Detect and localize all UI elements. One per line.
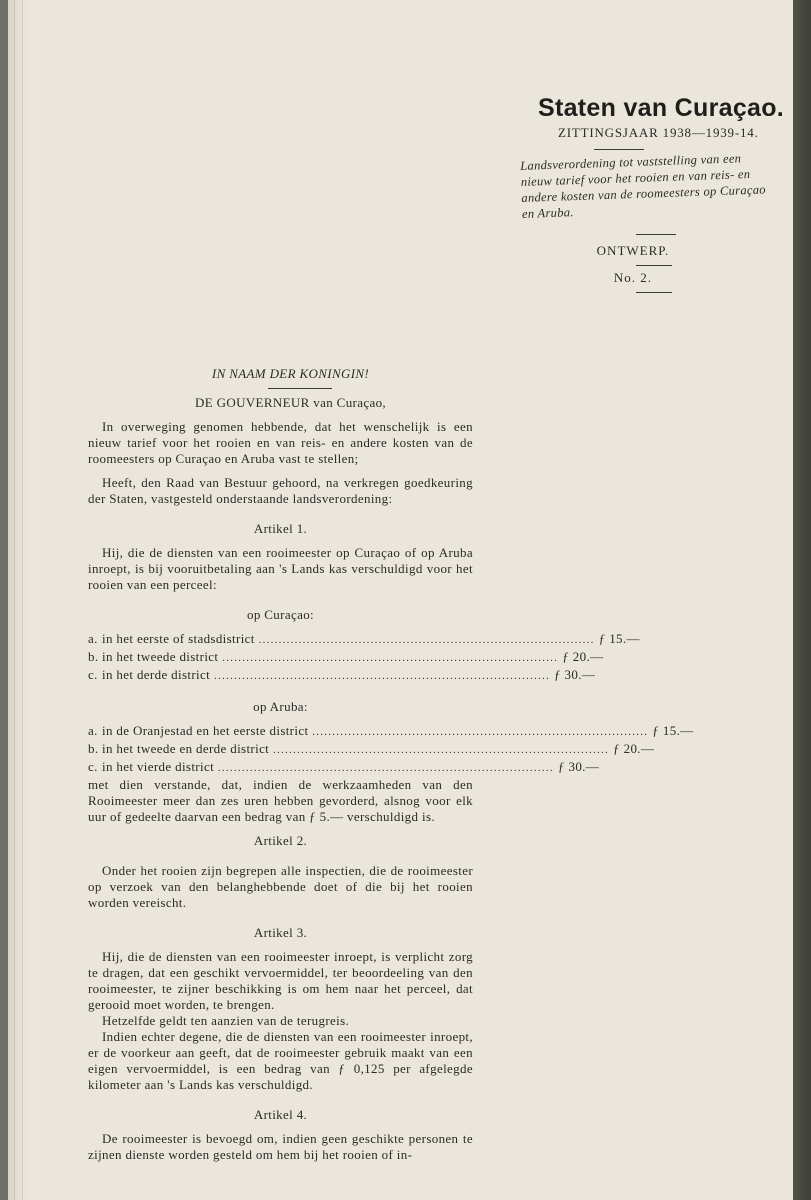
artikel-2-heading: Artikel 2. — [253, 833, 308, 848]
session-year: ZITTINGSJAAR 1938—1939-14. — [558, 125, 759, 140]
artikel-4-heading: Artikel 4. — [253, 1107, 308, 1122]
document-number: No. 2. — [613, 270, 653, 285]
list-item — [88, 649, 604, 667]
page-stack-edge — [8, 0, 36, 1200]
leader-dots: .................................................................................... — [258, 635, 595, 646]
item-label: c. — [88, 667, 98, 682]
item-amount: ƒ 30.— — [554, 667, 596, 682]
leader-dots: .................................................................................... — [222, 653, 559, 664]
list-item — [88, 759, 600, 777]
divider — [594, 149, 644, 150]
document-page — [8, 0, 793, 1200]
item-label: b. — [88, 649, 99, 664]
item-text: in de Oranjestad en het eerste district — [102, 723, 309, 738]
list-item — [88, 667, 596, 685]
preamble-overweging: In overweging genomen hebbende, dat het wenschelijk is een nieuw tarief voor het rooien en van reis- en andere kosten van de roomeesters op Curaçao en Aruba vast te stellen; — [88, 419, 473, 466]
item-text: in het derde district — [102, 667, 211, 682]
item-amount: ƒ 20.— — [613, 741, 655, 756]
publication-title: Staten van Curaçao. — [538, 94, 785, 122]
item-text: in het eerste of stadsdistrict — [102, 631, 255, 646]
artikel-4-text: De rooimeester is bevoegd om, indien geen geschikte personen te zijnen dienste worden gesteld om hem bij het rooien of in- — [88, 1131, 473, 1162]
divider — [636, 265, 672, 266]
preamble-koningin: IN NAAM DER KONINGIN! — [211, 366, 370, 381]
item-amount: ƒ 30.— — [558, 759, 600, 774]
divider — [636, 234, 676, 235]
subject-description: Landsverordening tot vaststelling van een nieuw tarief voor het rooien en van reis- en andere kosten van de roomeesters op Curaçao en Aruba. — [520, 151, 767, 221]
list-item — [88, 631, 640, 649]
leader-dots: .................................................................................... — [214, 671, 551, 682]
item-label: c. — [88, 759, 98, 774]
artikel-2-text: Onder het rooien zijn begrepen alle inspectien, die de rooimeester op verzoek van den belanghebbende doet of die bij het rooien worden vereischt. — [88, 863, 473, 910]
item-label: b. — [88, 741, 99, 756]
item-amount: ƒ 15.— — [652, 723, 694, 738]
leader-dots: .................................................................................... — [218, 763, 555, 774]
item-amount: ƒ 20.— — [562, 649, 604, 664]
artikel-3-p3: Indien echter degene, die de diensten van een rooimeester inroept, er de voorkeur aan geeft, dat de rooimeester gebruik maakt van een eigen vervoermiddel, is een bedrag van ƒ 0,125 per afgelegde kilometer aan 's Lands kas verschuldigd. — [88, 1029, 473, 1092]
item-amount: ƒ 15.— — [598, 631, 640, 646]
artikel-1-text: Hij, die de diensten van een rooimeester op Curaçao of op Aruba inroept, is bij vooruitbetaling aan 's Lands kas verschuldigd voor het rooien van een perceel: — [88, 545, 473, 592]
preamble-gouverneur: DE GOUVERNEUR van Curaçao, — [194, 395, 387, 410]
list-item — [88, 723, 694, 741]
artikel-3-p2: Hetzelfde geldt ten aanzien van de terugreis. — [102, 1013, 350, 1028]
artikel-1-heading: Artikel 1. — [253, 521, 308, 536]
item-label: a. — [88, 631, 98, 646]
divider — [268, 388, 332, 389]
artikel-3-heading: Artikel 3. — [253, 925, 308, 940]
artikel-3-p1: Hij, die de diensten van een rooimeester inroept, is verplicht zorg te dragen, dat een geschikt vervoermiddel, ter beoordeeling van den rooimeester, te zijner beschikking is om hem naar het perceel, dat gerooid moet worden, te brengen. — [88, 949, 473, 1012]
aruba-heading: op Aruba: — [253, 699, 308, 714]
curacao-heading: op Curaçao: — [246, 607, 315, 622]
leader-dots: .................................................................................... — [273, 745, 610, 756]
document-body — [88, 366, 694, 1163]
item-label: a. — [88, 723, 98, 738]
list-item — [88, 741, 655, 759]
item-text: in het tweede en derde district — [102, 741, 270, 756]
document-header — [496, 94, 796, 301]
item-text: in het vierde district — [102, 759, 215, 774]
divider — [636, 292, 672, 293]
preamble-heeft: Heeft, den Raad van Bestuur gehoord, na verkregen goedkeuring der Staten, vastgesteld onderstaande landsverordening: — [88, 475, 473, 506]
leader-dots: .................................................................................... — [312, 727, 649, 738]
draft-label: ONTWERP. — [596, 243, 670, 258]
item-text: in het tweede district — [102, 649, 219, 664]
artikel-1-slot: met dien verstande, dat, indien de werkzaamheden van den Rooimeester meer dan zes uren hebben gevorderd, alsnog voor elk uur of gedeelte daarvan een bedrag van ƒ 5.— verschuldigd is. — [88, 777, 473, 824]
book-spine — [793, 0, 811, 1200]
